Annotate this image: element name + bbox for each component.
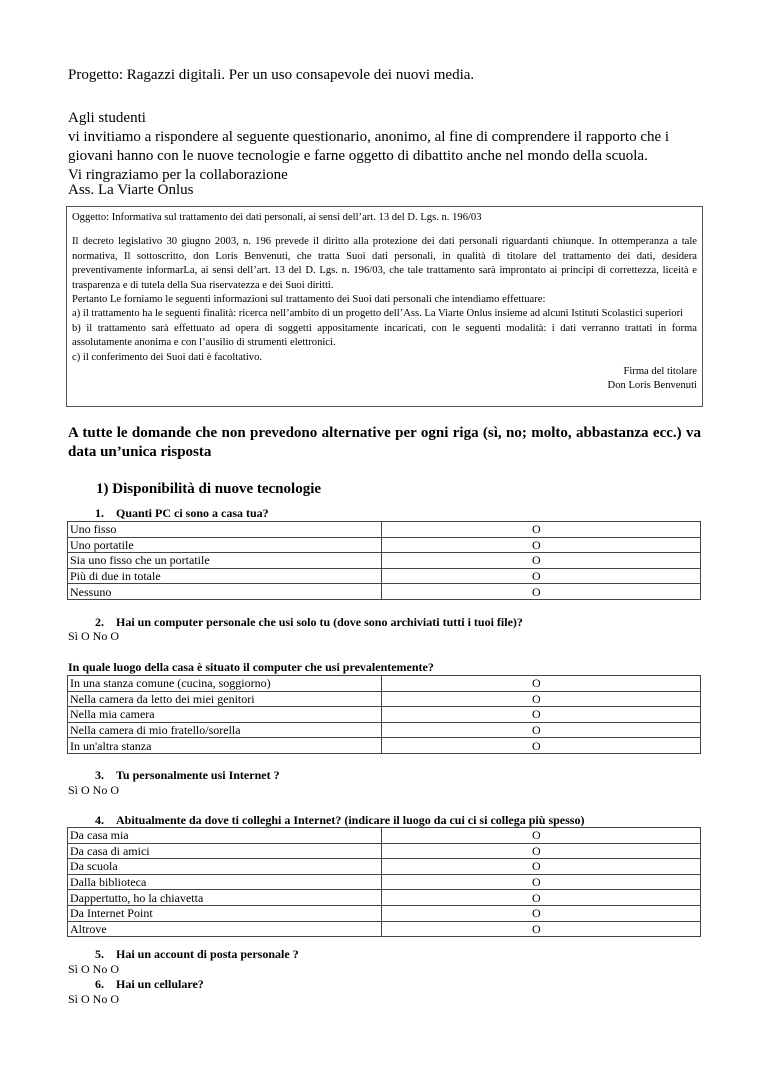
intro-line: Agli studenti — [68, 110, 146, 126]
question-text: Tu personalmente usi Internet ? — [116, 768, 280, 782]
table-row — [68, 722, 701, 738]
option-label: Nella camera di mio fratello/sorella — [68, 722, 382, 738]
question-number: 2. — [95, 615, 104, 629]
table-row — [68, 905, 701, 921]
q3-answer[interactable]: Sì O No O — [68, 783, 120, 797]
option-label: Da casa di amici — [68, 843, 382, 859]
option-checkbox[interactable] — [382, 738, 701, 754]
q4-table — [67, 827, 701, 937]
option-checkbox[interactable] — [382, 537, 701, 553]
option-checkbox[interactable] — [382, 722, 701, 738]
q2b-table — [67, 675, 701, 754]
option-checkbox[interactable] — [382, 584, 701, 600]
table-row — [68, 890, 701, 906]
privacy-intro: Pertanto Le forniamo le seguenti informazioni sul trattamento dei Suoi dati personali che intendiamo effettuare: — [72, 294, 546, 306]
table-row — [68, 828, 701, 844]
intro-line: vi invitiamo a rispondere al seguente questionario, anonimo, al fine di comprendere il rapporto che i — [68, 129, 670, 145]
table-row — [68, 584, 701, 600]
table-row — [68, 522, 701, 538]
option-checkbox[interactable] — [382, 707, 701, 723]
q1-table — [67, 521, 701, 600]
option-circle[interactable]: O — [532, 921, 541, 936]
option-circle[interactable]: O — [532, 890, 541, 905]
question-text: Hai un cellulare? — [116, 977, 204, 991]
project-title: Progetto: Ragazzi digitali. Per un uso consapevole dei nuovi media. — [68, 67, 475, 83]
option-checkbox[interactable] — [382, 691, 701, 707]
option-checkbox[interactable] — [382, 874, 701, 890]
q2-answer[interactable]: Sì O No O — [68, 629, 120, 643]
option-checkbox[interactable] — [382, 676, 701, 692]
option-circle[interactable]: O — [532, 676, 541, 691]
q5-answer[interactable]: Sì O No O — [68, 962, 120, 976]
table-row — [68, 568, 701, 584]
option-label: Da casa mia — [68, 828, 382, 844]
option-checkbox[interactable] — [382, 828, 701, 844]
option-checkbox[interactable] — [382, 921, 701, 937]
table-row — [68, 843, 701, 859]
option-label: Dappertutto, ho la chiavetta — [68, 890, 382, 906]
table-row — [68, 676, 701, 692]
option-label: Dalla biblioteca — [68, 874, 382, 890]
privacy-item-b: b) il trattamento sarà effettuato ad opera di soggetti appositamente incaricati, con le seguenti modalità: i dati verranno trattati in forma assolutamente anonima e con l’ausilio di strumenti elettronici. — [72, 322, 697, 349]
signature-label: Firma del titolare — [623, 366, 697, 378]
privacy-subject: Oggetto: Informativa sul trattamento dei dati personali, ai sensi dell’art. 13 del D. Lgs. n. 196/03 — [72, 212, 482, 223]
option-checkbox[interactable] — [382, 522, 701, 538]
option-label: Sia uno fisso che un portatile — [68, 553, 382, 569]
option-label: Nella camera da letto dei miei genitori — [68, 691, 382, 707]
question-6 — [56, 977, 701, 992]
option-label: Da Internet Point — [68, 905, 382, 921]
option-label: Più di due in totale — [68, 568, 382, 584]
option-circle[interactable]: O — [532, 584, 541, 599]
question-2b: In quale luogo della casa è situato il computer che usi prevalentemente? — [68, 660, 434, 674]
option-circle[interactable]: O — [532, 906, 541, 921]
table-row — [68, 553, 701, 569]
instructions: A tutte le domande che non prevedono alternative per ogni riga (sì, no; molto, abbastanza ecc.) va data un’unica risposta — [68, 425, 701, 460]
intro-line: Vi ringraziamo per la collaborazione — [68, 167, 288, 183]
option-circle[interactable]: O — [532, 707, 541, 722]
table-row — [68, 537, 701, 553]
option-checkbox[interactable] — [382, 890, 701, 906]
q6-answer[interactable]: Sì O No O — [68, 992, 120, 1006]
question-text: Abitualmente da dove ti colleghi a Internet? (indicare il luogo da cui ci si collega più spesso) — [116, 813, 585, 827]
option-label: Uno portatile — [68, 537, 382, 553]
option-circle[interactable]: O — [532, 859, 541, 874]
question-3 — [56, 768, 701, 783]
option-circle[interactable]: O — [532, 828, 541, 843]
table-row — [68, 874, 701, 890]
association-name: Ass. La Viarte Onlus — [68, 182, 194, 198]
privacy-item-c: c) il conferimento dei Suoi dati è facoltativo. — [72, 351, 263, 363]
option-checkbox[interactable] — [382, 568, 701, 584]
privacy-notice-box — [66, 206, 703, 407]
option-label: Da scuola — [68, 859, 382, 875]
option-circle[interactable]: O — [532, 875, 541, 890]
option-circle[interactable]: O — [532, 537, 541, 552]
option-label: Nella mia camera — [68, 707, 382, 723]
signature-name: Don Loris Benvenuti — [607, 380, 697, 392]
option-label: Uno fisso — [68, 522, 382, 538]
option-label: Nessuno — [68, 584, 382, 600]
table-row — [68, 691, 701, 707]
option-label: In un'altra stanza — [68, 738, 382, 754]
option-checkbox[interactable] — [382, 905, 701, 921]
question-number: 5. — [95, 947, 104, 961]
intro-text — [68, 109, 701, 185]
option-circle[interactable]: O — [532, 738, 541, 753]
question-text: Hai un computer personale che usi solo tu (dove sono archiviati tutti i tuoi file)? — [116, 615, 523, 629]
option-label: In una stanza comune (cucina, soggiorno) — [68, 676, 382, 692]
option-checkbox[interactable] — [382, 843, 701, 859]
table-row — [68, 859, 701, 875]
option-circle[interactable]: O — [532, 723, 541, 738]
option-label: Altrove — [68, 921, 382, 937]
section-heading: 1) Disponibilità di nuove tecnologie — [96, 481, 322, 497]
question-5 — [56, 947, 701, 962]
question-number: 6. — [95, 977, 104, 991]
question-number: 4. — [95, 813, 104, 827]
option-circle[interactable]: O — [532, 691, 541, 706]
intro-line: giovani hanno con le nuove tecnologie e farne oggetto di dibattito anche nel mondo della scuola. — [68, 148, 648, 164]
option-circle[interactable]: O — [532, 522, 541, 537]
option-checkbox[interactable] — [382, 859, 701, 875]
question-2 — [56, 615, 701, 630]
question-4 — [56, 813, 701, 828]
option-circle[interactable]: O — [532, 569, 541, 584]
question-text: Quanti PC ci sono a casa tua? — [116, 506, 269, 520]
privacy-paragraph: Il decreto legislativo 30 giugno 2003, n. 196 prevede il diritto alla protezione dei dati personali riguardanti chiunque. In ottemperanza a tale normativa, Il sottoscritto, don Loris Benvenuti, che tratta Suoi dati personali, in qualità di titolare del trattamento dei dati, desidera preventivamente informarLa, ai sensi dell’art. 13 del D. Lgs. n. 196/03, che tale trattamento sarà improntato ai principi di correttezza, liceità e trasparenza e di tutela della Sua riservatezza e dei Suoi diritti. — [72, 236, 697, 291]
question-text: Hai un account di posta personale ? — [116, 947, 299, 961]
question-1 — [56, 506, 701, 521]
question-number: 1. — [95, 506, 104, 520]
option-circle[interactable]: O — [532, 843, 541, 858]
option-checkbox[interactable] — [382, 553, 701, 569]
question-number: 3. — [95, 768, 104, 782]
table-row — [68, 707, 701, 723]
table-row — [68, 738, 701, 754]
table-row — [68, 921, 701, 937]
option-circle[interactable]: O — [532, 553, 541, 568]
privacy-item-a: a) il trattamento ha le seguenti finalità: ricerca nell’ambito di un progetto dell’Ass. La Viarte Onlus insieme ad alcuni Istituti Scolastici superiori — [72, 308, 684, 320]
